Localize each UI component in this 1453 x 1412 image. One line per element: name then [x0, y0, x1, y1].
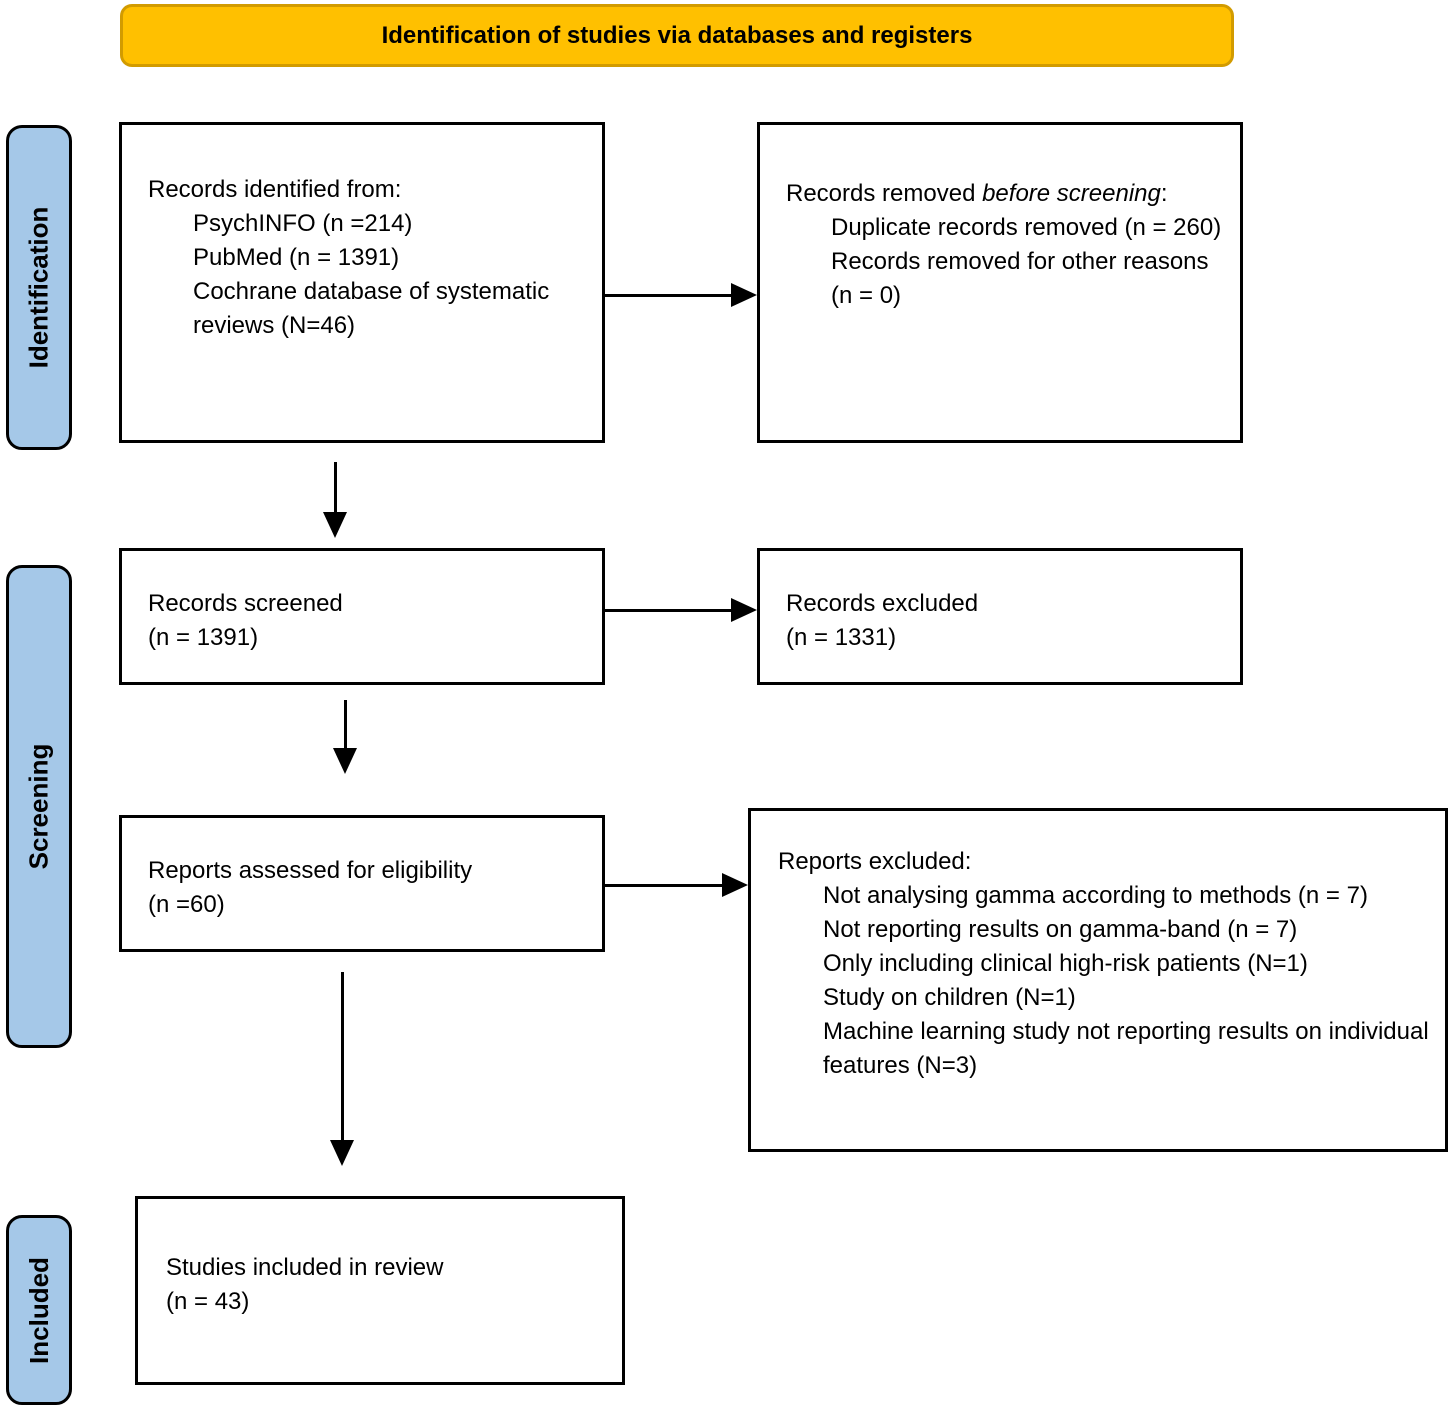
box-reports-excluded — [748, 808, 1448, 1152]
arrow-screened-to-assessed-line — [344, 700, 347, 750]
records-removed-title-suffix: : — [1160, 180, 1168, 207]
arrow-assessed-to-reports-excluded-line — [605, 884, 725, 887]
stage-included — [6, 1215, 72, 1405]
records-excluded-line2: (n = 1331) — [786, 624, 897, 651]
banner-label: Identification of studies via databases and registers — [381, 21, 973, 49]
arrow-identified-to-removed-line — [605, 294, 733, 297]
arrow-identified-to-screened-line — [334, 462, 337, 514]
arrow-screened-to-excluded-head-icon — [731, 598, 757, 622]
records-identified-item: Cochrane database of systematic reviews (N=46) — [193, 278, 550, 339]
arrow-assessed-to-included-head-icon — [330, 1140, 354, 1166]
arrow-assessed-to-reports-excluded-head-icon — [722, 873, 748, 897]
records-excluded-line1: Records excluded — [786, 590, 979, 617]
reports-excluded-item: Not analysing gamma according to methods (n = 7) — [823, 882, 1368, 909]
records-removed-title-prefix: Records removed — [786, 180, 983, 207]
box-records-screened — [119, 548, 605, 685]
records-screened-line2: (n = 1391) — [148, 624, 259, 651]
records-screened-line1: Records screened — [148, 590, 343, 617]
box-studies-included — [135, 1196, 625, 1385]
reports-excluded-item: Study on children (N=1) — [823, 984, 1076, 1011]
arrow-assessed-to-included-line — [341, 972, 344, 1142]
stage-screening — [6, 565, 72, 1048]
records-identified-item: PsychINFO (n =214) — [193, 210, 413, 237]
reports-excluded-item: Machine learning study not reporting results on individual features (N=3) — [823, 1018, 1429, 1079]
reports-excluded-title: Reports excluded: — [778, 848, 972, 875]
box-reports-assessed — [119, 815, 605, 952]
box-records-excluded — [757, 548, 1243, 685]
stage-identification-label: Identification — [23, 206, 54, 369]
arrow-identified-to-removed-head-icon — [731, 283, 757, 307]
arrow-screened-to-assessed-head-icon — [333, 748, 357, 774]
arrow-identified-to-screened-head-icon — [323, 512, 347, 538]
records-removed-title-italic: before screening — [982, 180, 1161, 207]
studies-included-line2: (n = 43) — [166, 1288, 250, 1315]
reports-excluded-item: Only including clinical high-risk patients (N=1) — [823, 950, 1308, 977]
records-removed-item: Records removed for other reasons (n = 0) — [831, 248, 1209, 309]
reports-excluded-item: Not reporting results on gamma-band (n = 7) — [823, 916, 1298, 943]
records-identified-title: Records identified from: — [148, 176, 402, 203]
stage-identification — [6, 125, 72, 450]
banner-identification-of-studies — [120, 4, 1234, 67]
records-removed-item: Duplicate records removed (n = 260) — [831, 214, 1222, 241]
box-records-identified — [119, 122, 605, 443]
arrow-screened-to-excluded-line — [605, 609, 733, 612]
stage-screening-label: Screening — [23, 743, 54, 870]
records-identified-item: PubMed (n = 1391) — [193, 244, 400, 271]
records-removed-title — [786, 177, 1222, 211]
reports-assessed-line2: (n =60) — [148, 891, 225, 918]
box-records-removed — [757, 122, 1243, 443]
reports-assessed-line1: Reports assessed for eligibility — [148, 857, 473, 884]
stage-included-label: Included — [23, 1256, 54, 1364]
studies-included-line1: Studies included in review — [166, 1254, 444, 1281]
